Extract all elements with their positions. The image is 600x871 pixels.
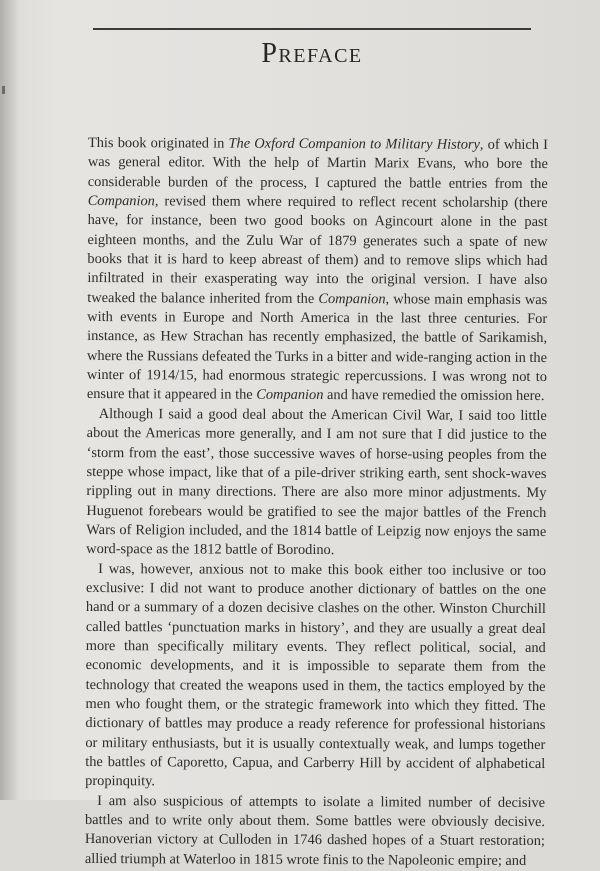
paragraph-4 xyxy=(85,792,545,871)
italic-title: Companion xyxy=(318,290,386,308)
text-run: Although I said a good deal about the American Civil War, I said too little about the Americas more generally, and I am not sure that I did justice to the ‘storm from the east’, those successive waves of horse-using peoples from the steppe whose impact, like that of a pile-driver striking earth, sent shock-waves rippling out in many directions. There are also more minor adjustments. My Huguenot forebears would be gratified to see the major battles of the French Wars of Religion included, and the 1814 battle of Leipzig now enjoys the same word-space as the 1812 battle of Borodino. xyxy=(86,405,547,559)
italic-title: The Oxford Companion to Military History xyxy=(228,135,480,153)
italic-title: Companion xyxy=(87,193,155,210)
paragraph-3 xyxy=(85,560,546,794)
page-gutter-shadow xyxy=(0,0,20,800)
page-title: Preface xyxy=(261,38,363,69)
text-run: , whose main emphasis was with events in Europe and North America in the last three centuries. For instance, as Hew Strachan has recently emphasized, the battle of Sarikamish, where the Russians defeated the Turks in a bitter and wide-ranging action in the winter of 1914/15, had enormous strategic repercussions. I was wrong not to ensure that it appeared in the xyxy=(86,291,548,404)
text-run: , of which I was general editor. With the help of Martin Marix Evans, who bore the considerable burden of the process, I captured the battle entries from the xyxy=(87,136,549,192)
text-run: I was, however, anxious not to make this book either too inclusive or too exclusive: I did not want to produce another dictionary of battles on the one hand or a summary of a dozen decisive clashes on the other. Winston Churchill called battles ‘punctuation marks in history’, and they are usually a great deal more than specifically military events. They reflect political, social, and economic developments, and it is impossible to separate them from the technology that created the weapons used in them, the tactics employed by the men who fought them, or the strategic framework into which they fitted. The dictionary of battles may produce a ready reference for professional historians or military enthusiasts, but it is usually contextually weak, and lumps together the battles of Caporetto, Capua, and Carberry Hill by accident of alphabetical propinquity. xyxy=(85,560,547,790)
text-run: and have remedied the omission here. xyxy=(323,387,545,405)
text-run: , revised them where required to reflect recent scholarship (there have, for instance, been two good books on Agincourt alone in the past eighteen months, and the Zulu War of 1879 generates such a spate of new books that it is hard to keep abreast of them) and to remove slips which had infiltrated in their exasperating way into the original version. I have also tweaked the balance inherited from the xyxy=(87,193,548,307)
header-rule xyxy=(93,28,531,30)
italic-title: Companion xyxy=(256,387,324,404)
paragraph-1 xyxy=(87,134,548,407)
body-text xyxy=(85,134,548,871)
gutter-mark xyxy=(2,86,5,94)
text-run: I am also suspicious of attempts to isolate a limited number of decisive battles and to write only about them. Some battles were obviously decisive. Hanoverian victory at Culloden in 1746 dashed hopes of a Stuart restoration; allied triumph at Waterloo in 1815 wrote finis to the Napoleonic empire; and xyxy=(84,792,546,869)
text-run: This book originated in xyxy=(87,134,229,152)
paragraph-2 xyxy=(86,405,547,562)
